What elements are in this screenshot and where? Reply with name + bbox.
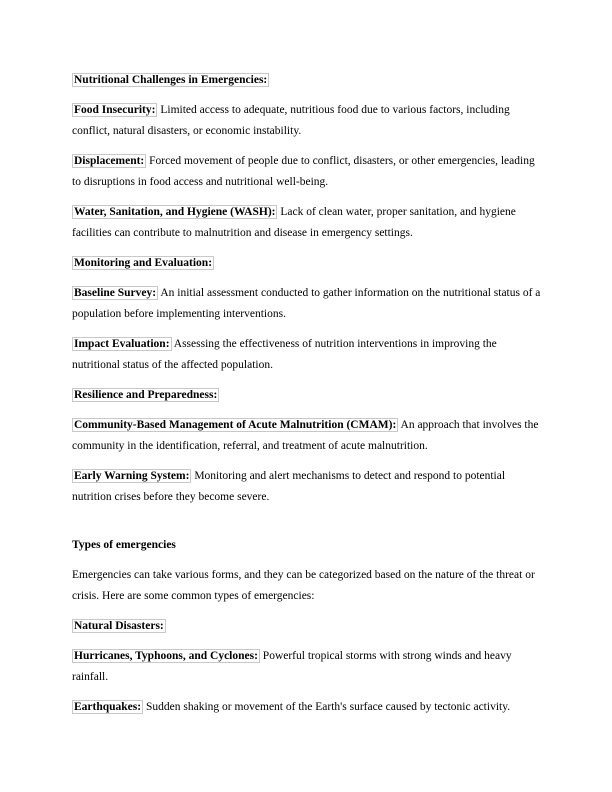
term-baseline-survey: Baseline Survey: — [74, 287, 157, 299]
definition-hurricanes: Powerful tropical storms with strong winds and heavy rainfall. — [72, 650, 512, 683]
definition-earthquakes: Sudden shaking or movement of the Earth's surface caused by tectonic activity. — [143, 701, 511, 713]
definition-displacement: Forced movement of people due to conflict, disasters, or other emergencies, leading to disruptions in food access and nutritional well-being. — [72, 155, 535, 188]
term-earthquakes: Earthquakes: — [74, 701, 142, 713]
document-content — [72, 70, 542, 727]
paragraph-hurricanes — [72, 646, 542, 688]
paragraph-emergencies-intro: Emergencies can take various forms, and they can be categorized based on the nature of the threat or crisis. Here are some common types of emergencies: — [72, 569, 535, 602]
paragraph-baseline-survey — [72, 283, 542, 325]
term-early-warning: Early Warning System: — [74, 470, 190, 482]
paragraph-earthquakes — [72, 697, 542, 718]
paragraph-cmam — [72, 415, 542, 457]
term-hurricanes: Hurricanes, Typhoons, and Cyclones: — [74, 650, 258, 662]
term-food-insecurity: Food Insecurity: — [74, 104, 156, 116]
term-displacement: Displacement: — [74, 155, 145, 167]
paragraph-impact-evaluation — [72, 334, 542, 376]
term-wash: Water, Sanitation, and Hygiene (WASH): — [74, 206, 276, 218]
definition-baseline-survey: An initial assessment conducted to gather information on the nutritional status of a population before implementing interventions. — [72, 287, 541, 320]
paragraph-wash — [72, 202, 542, 244]
section-title-types-of-emergencies: Types of emergencies — [72, 539, 176, 551]
heading-resilience-preparedness: Resilience and Preparedness: — [74, 389, 218, 401]
definition-food-insecurity: Limited access to adequate, nutritious food due to various factors, including conflict, natural disasters, or economic instability. — [72, 104, 510, 137]
definition-early-warning: Monitoring and alert mechanisms to detect and respond to potential nutrition crises before they become severe. — [72, 470, 506, 503]
heading-natural-disasters: Natural Disasters: — [74, 620, 164, 632]
definition-cmam: An approach that involves the community in the identification, referral, and treatment of acute malnutrition. — [72, 419, 539, 452]
definition-impact-evaluation: Assessing the effectiveness of nutrition interventions in improving the nutritional status of the affected population. — [72, 338, 497, 371]
heading-monitoring-evaluation: Monitoring and Evaluation: — [74, 257, 213, 269]
term-impact-evaluation: Impact Evaluation: — [74, 338, 170, 350]
paragraph-displacement — [72, 151, 542, 193]
paragraph-food-insecurity — [72, 100, 542, 142]
paragraph-early-warning — [72, 466, 542, 508]
heading-nutritional-challenges: Nutritional Challenges in Emergencies: — [74, 74, 268, 86]
definition-wash: Lack of clean water, proper sanitation, and hygiene facilities can contribute to malnutrition and disease in emergency settings. — [72, 206, 516, 239]
term-cmam: Community-Based Management of Acute Malnutrition (CMAM): — [74, 419, 397, 431]
